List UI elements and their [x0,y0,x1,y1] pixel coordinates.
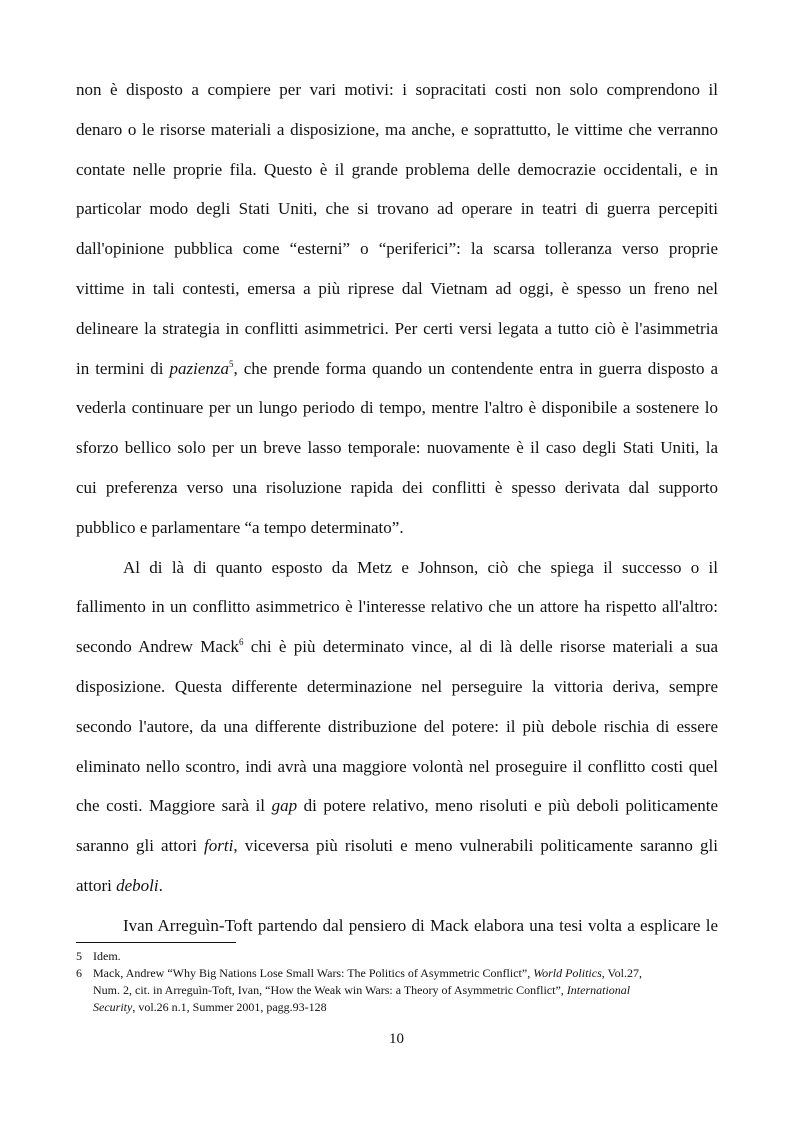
footnote-number: 6 [76,966,82,980]
journal-title: International [566,983,631,997]
text-line [76,627,718,667]
text-line: non è disposto a compiere per vari motivi: i sopracitati costi non solo comprendono il [76,80,718,99]
text-segment: , viceversa più risoluti e meno vulnerabili politicamente saranno gli [233,836,718,856]
footnote-ref-6[interactable]: 6 [238,637,244,648]
paragraph-1 [76,70,718,548]
footnote-text: Idem. [93,949,121,963]
text-segment: Mack, Andrew “Why Big Nations Lose Small Wars: The Politics of Asymmetric Conflict”, [93,966,534,980]
text-line: Al di là di quanto esposto da Metz e Johnson, ciò che spiega il successo o il [123,557,718,577]
footnote-text-line [93,982,718,999]
text-line: eliminato nello scontro, indi avrà una maggiore volontà nel proseguire il conflitto costi quel [76,756,718,776]
text-line: delineare la strategia in conflitti asimmetrici. Per certi versi legata a tutto ciò è l'asimmetria [76,318,718,338]
text-line: Ivan Arreguìn-Toft partendo dal pensiero di Mack elabora una tesi volta a esplicare le [123,915,718,935]
text-line [76,786,718,826]
text-line: contate nelle proprie fila. Questo è il grande problema delle democrazie occidentali, e in [76,159,718,179]
text-segment: saranno gli attori [76,836,205,856]
text-segment: . [158,875,163,895]
text-segment: , vol.26 n.1, Summer 2001, pagg.93-128 [132,1000,327,1014]
text-segment: attori [76,875,117,895]
page-number: 10 [389,1031,404,1047]
journal-title: World Politics [533,966,602,980]
text-segment: chi è più determinato vince, al di là delle risorse materiali a sua [243,637,718,657]
text-segment: , che prende forma quando un contendente entra in guerra disposto a [233,358,718,378]
italic-term: deboli [116,875,159,895]
text-line: fallimento in un conflitto asimmetrico è l'interesse relativo che un attore ha rispetto all'altro: [76,597,718,617]
text-segment: di potere relativo, meno risoluti e più deboli politicamente [297,796,719,816]
text-line: pubblico e parlamentare “a tempo determinato”. [76,517,404,537]
footnote-ref-5[interactable]: 5 [229,358,234,369]
text-segment: Num. 2, cit. in Arreguìn-Toft, Ivan, “How the Weak win Wars: a Theory of Asymmetric Conflict”, [93,983,567,997]
text-line [76,866,718,906]
paragraph-2 [76,548,718,906]
text-segment: secondo Andrew Mack [76,637,239,657]
text-line: disposizione. Questa differente determinazione nel perseguire la vittoria deriva, sempre [76,676,718,696]
footnote-separator [76,942,236,943]
text-line: dall'opinione pubblica come “esterni” o “periferici”: la scarsa tolleranza verso proprie [76,239,718,259]
footnote-text-line [93,999,718,1016]
text-line [76,826,718,866]
journal-title: Security [93,1000,133,1014]
italic-term: gap [271,796,298,816]
text-segment: che costi. Maggiore sarà il [76,796,272,816]
text-line: particolar modo degli Stati Uniti, che si trovano ad operare in teatri di guerra percepiti [76,199,718,219]
text-line: vittime in tali contesti, emersa a più riprese dal Vietnam ad oggi, è spesso un freno nel [76,278,718,298]
footnote-5 [76,948,718,965]
text-line [76,349,718,389]
paragraph-3 [76,906,718,946]
footnote-text-line [93,965,718,982]
text-segment: in termini di [76,358,170,378]
italic-term: pazienza [169,358,229,378]
text-segment: , Vol.27, [601,966,643,980]
text-line: cui preferenza verso una risoluzione rapida dei conflitti è spesso derivata dal supporto [76,477,718,497]
footnote-6 [76,965,718,1016]
page-body [76,70,718,946]
text-line: sforzo bellico solo per un breve lasso temporale: nuovamente è il caso degli Stati Uniti, la [76,438,718,458]
text-line: secondo l'autore, da una differente distribuzione del potere: il più debole rischia di essere [76,716,718,736]
footnote-number: 5 [76,949,82,963]
text-line: vederla continuare per un lungo periodo di tempo, mentre l'altro è disponibile a sostenere lo [76,398,718,418]
text-line: denaro o le risorse materiali a disposizione, ma anche, e soprattutto, le vittime che verranno [76,119,718,139]
footnotes [76,948,718,1016]
italic-term: forti [204,836,234,856]
